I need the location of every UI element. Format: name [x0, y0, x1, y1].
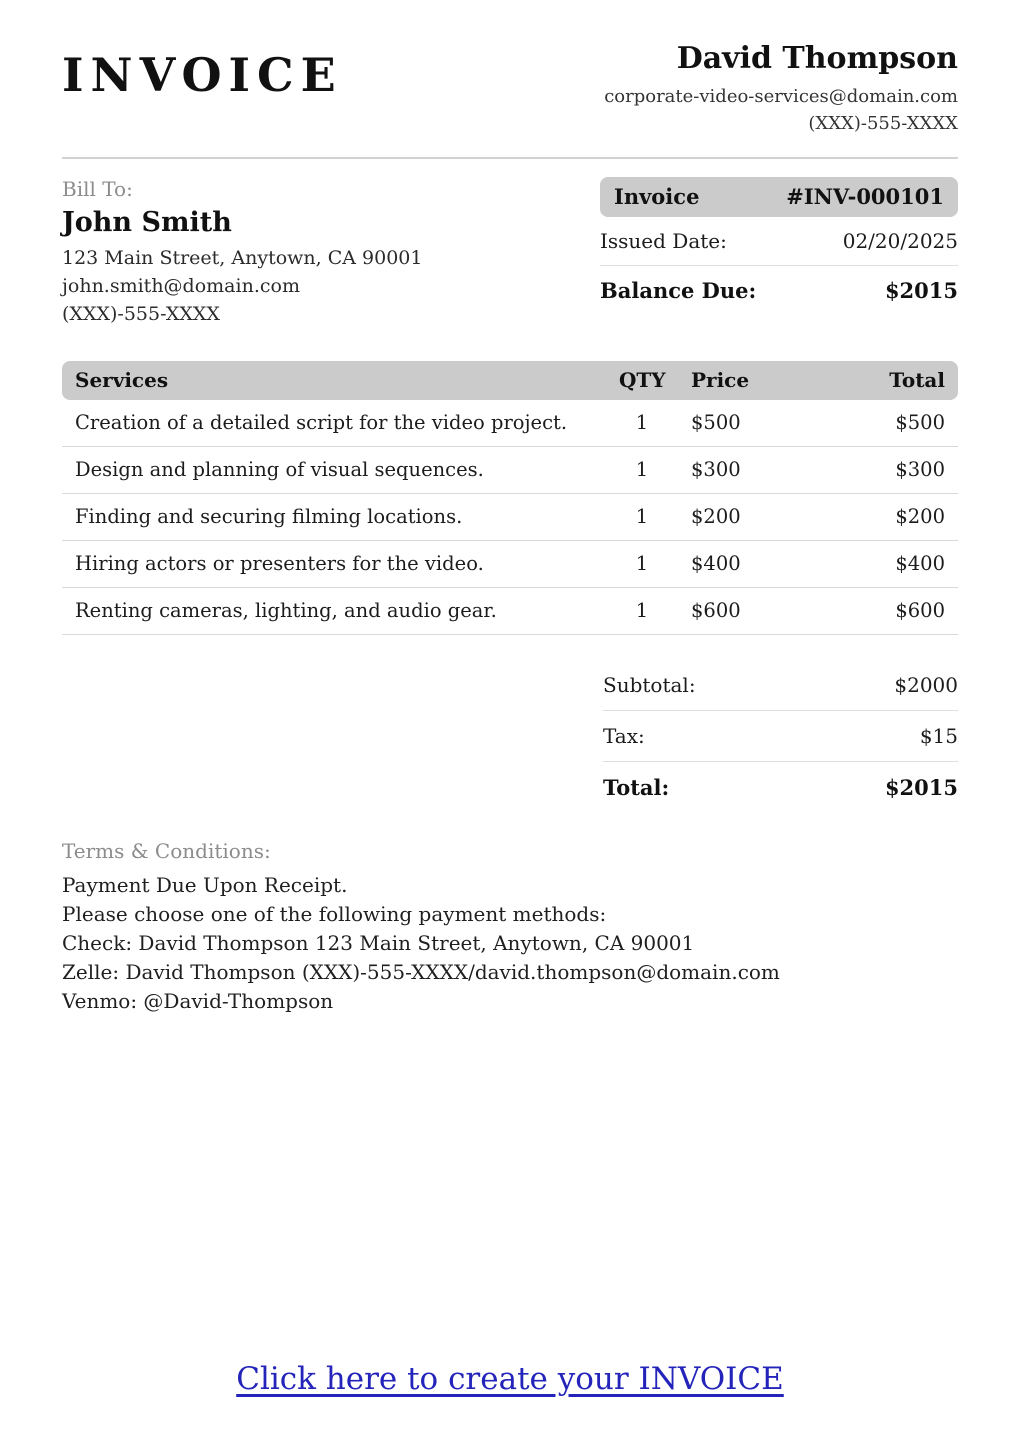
column-header-services: Services [75, 368, 169, 392]
balance-due-row [600, 266, 958, 315]
business-name: David Thompson [676, 41, 958, 76]
client-address: 123 Main Street, Anytown, CA 90001 [62, 246, 423, 269]
table-row [62, 541, 958, 588]
header-divider [62, 157, 958, 159]
client-phone: (XXX)-555-XXXX [62, 302, 220, 325]
service-description: Hiring actors or presenters for the video. [75, 552, 484, 575]
tax-label: Tax: [603, 723, 645, 748]
total-value: $2015 [884, 774, 958, 800]
service-price: $300 [691, 458, 741, 481]
footer [0, 1361, 1020, 1397]
billing-section [62, 177, 958, 325]
column-header-total: Total [889, 368, 945, 392]
subtotal-row [603, 660, 958, 711]
page-title: INVOICE [62, 48, 343, 102]
service-price: $500 [691, 411, 741, 434]
tax-row [603, 711, 958, 762]
service-price: $400 [691, 552, 741, 575]
service-total: $300 [895, 458, 945, 481]
service-total: $500 [895, 411, 945, 434]
service-description: Design and planning of visual sequences. [75, 458, 484, 481]
balance-due-label: Balance Due: [600, 277, 757, 303]
service-total: $400 [895, 552, 945, 575]
service-description: Renting cameras, lighting, and audio gear. [75, 599, 497, 622]
total-row [603, 762, 958, 813]
table-row [62, 588, 958, 635]
invoice-meta-header [600, 177, 958, 217]
invoice-meta-block [600, 177, 958, 325]
terms-label: Terms & Conditions: [62, 838, 271, 863]
terms-line: Payment Due Upon Receipt. [62, 872, 348, 897]
service-qty: 1 [635, 458, 649, 481]
business-info [604, 42, 958, 134]
invoice-number: #INV-000101 [786, 184, 944, 209]
issued-date-row [600, 217, 958, 266]
service-price: $200 [691, 505, 741, 528]
total-label: Total: [603, 774, 670, 800]
business-phone: (XXX)-555-XXXX [808, 112, 958, 134]
service-total: $600 [895, 599, 945, 622]
service-qty: 1 [635, 505, 649, 528]
terms-line: Check: David Thompson 123 Main Street, Anytown, CA 90001 [62, 930, 695, 955]
issued-date-value: 02/20/2025 [842, 228, 958, 253]
business-email: corporate-video-services@domain.com [604, 85, 958, 107]
service-description: Creation of a detailed script for the video project. [75, 411, 568, 434]
subtotal-label: Subtotal: [603, 672, 696, 697]
service-description: Finding and securing filming locations. [75, 505, 463, 528]
service-qty: 1 [635, 552, 649, 575]
invoice-label: Invoice [614, 184, 700, 209]
column-header-price: Price [691, 368, 750, 392]
table-row [62, 447, 958, 494]
services-table [62, 361, 958, 635]
header [62, 42, 958, 134]
column-header-qty: QTY [619, 368, 666, 392]
tax-value: $15 [919, 723, 958, 748]
service-price: $600 [691, 599, 741, 622]
terms-line: Please choose one of the following payment methods: [62, 901, 607, 926]
service-qty: 1 [635, 599, 649, 622]
client-email: john.smith@domain.com [62, 274, 300, 297]
issued-date-label: Issued Date: [600, 228, 727, 253]
balance-due-value: $2015 [884, 277, 958, 303]
summary-block [603, 660, 958, 813]
services-table-header [62, 361, 958, 400]
bill-to-block [62, 177, 422, 325]
service-total: $200 [895, 505, 945, 528]
table-row [62, 400, 958, 447]
terms-section [62, 839, 958, 1016]
terms-line: Zelle: David Thompson (XXX)-555-XXXX/david.thompson@domain.com [62, 959, 780, 984]
terms-line: Venmo: @David-Thompson [62, 988, 334, 1013]
create-invoice-link[interactable]: Click here to create your INVOICE [236, 1361, 784, 1397]
table-row [62, 494, 958, 541]
bill-to-label: Bill To: [62, 176, 133, 201]
subtotal-value: $2000 [894, 672, 958, 697]
client-name: John Smith [62, 206, 232, 238]
service-qty: 1 [635, 411, 649, 434]
